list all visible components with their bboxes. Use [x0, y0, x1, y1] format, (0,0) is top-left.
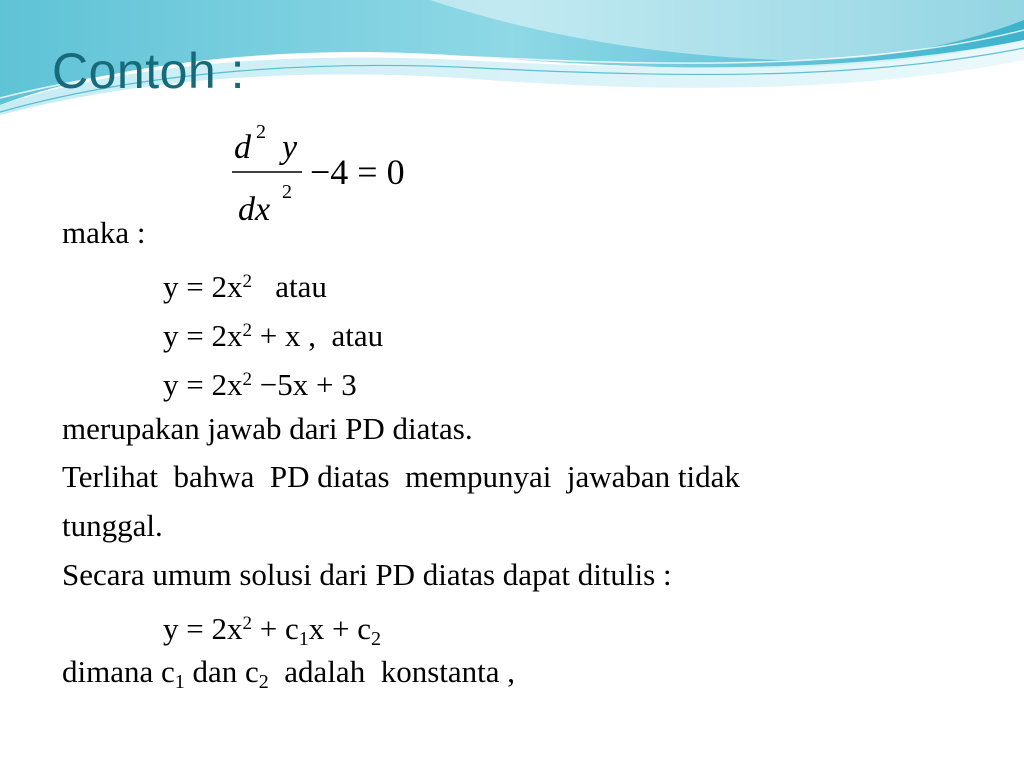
text-line-dimana: dimana $c_1$ dan $c_2$ adalah konstanta ,	[62, 654, 515, 693]
eq-den-exponent: 2	[282, 181, 292, 203]
solution-line-1: $y = 2x^2$ atau	[163, 269, 327, 304]
eq-den-dx: dx	[238, 191, 271, 228]
text-line-terlihat: Terlihat bahwa PD diatas mempunyai jawaban tidak	[62, 459, 740, 494]
text-line-secara-umum: Secara umum solusi dari PD diatas dapat ditulis :	[62, 557, 672, 592]
slide-title: Contoh :	[52, 43, 246, 99]
eq-rest: −4 = 0	[310, 152, 405, 192]
eq-num-d: d	[234, 129, 251, 166]
differential-equation	[226, 118, 446, 230]
eq-num-exponent: 2	[256, 121, 266, 143]
solution-line-3: $y = 2x^2 -5x + 3$	[163, 367, 357, 402]
text-line-tunggal: tunggal.	[62, 508, 163, 543]
solution-line-2: $y = 2x^2 + x$ , atau	[163, 318, 384, 353]
text-line-merupakan: merupakan jawab dari PD diatas.	[62, 411, 473, 446]
general-solution-line: $y = 2x^2 + c_1x + c_2$	[163, 611, 381, 650]
text-line-maka: maka :	[62, 215, 146, 250]
eq-num-y: y	[282, 129, 298, 166]
